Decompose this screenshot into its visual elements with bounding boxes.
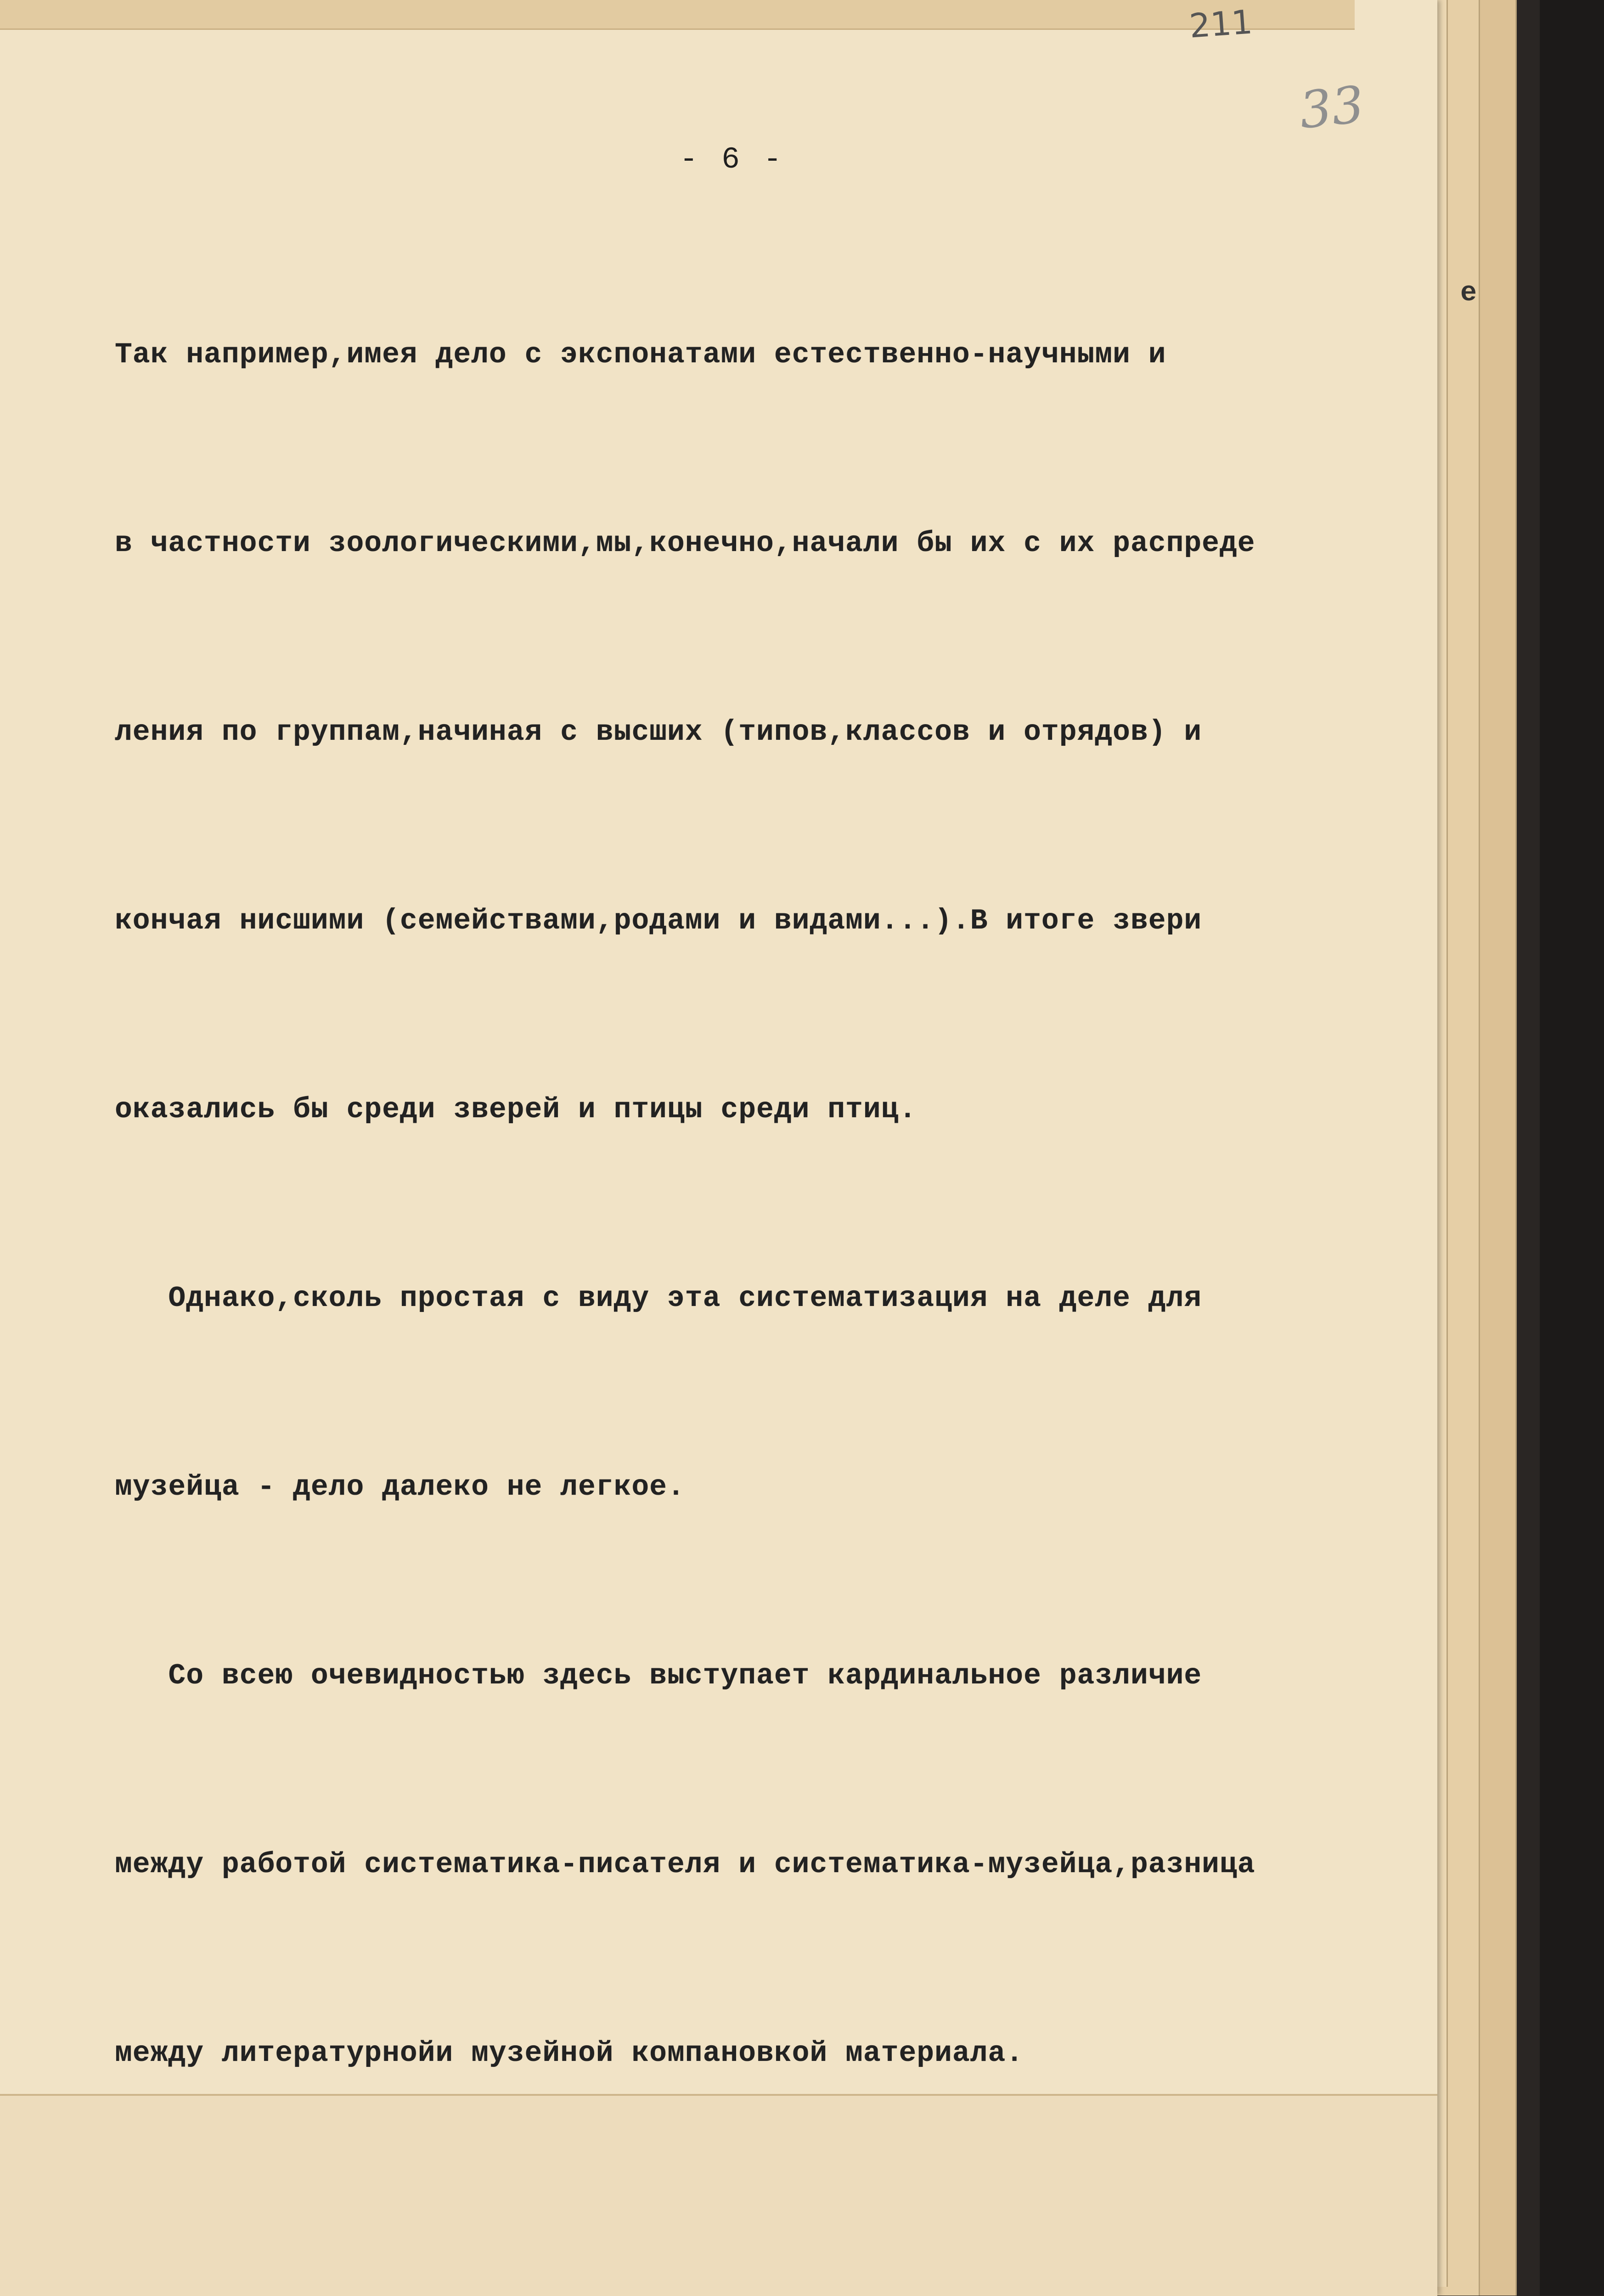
binding-edge bbox=[1540, 0, 1604, 2296]
top-paper-strip bbox=[0, 0, 1355, 30]
text-line: ления по группам,начиная с высших (типов,классов и отрядов) и bbox=[115, 716, 1202, 748]
text-line: в частности зоологическими,мы,конечно,начали бы их с их распреде bbox=[115, 527, 1255, 560]
text-line: Однако,сколь простая с виду эта систематизация на деле для bbox=[115, 1282, 1202, 1315]
folio-number-top: 211 bbox=[1188, 2, 1254, 45]
typewritten-text bbox=[115, 197, 1437, 2296]
text-line: оказались бы среди зверей и птицы среди птиц. bbox=[115, 1093, 917, 1126]
margin-character: е bbox=[1460, 278, 1477, 309]
text-line: Со всею очевидностью здесь выступает кардинальное различие bbox=[115, 1660, 1202, 1692]
folio-number-handwritten: 33 bbox=[1296, 75, 1367, 140]
bottom-paper-fold bbox=[0, 2094, 1437, 2296]
text-line: Так например,имея дело с экспонатами естественно-научными и bbox=[115, 338, 1166, 371]
page-number: - 6 - bbox=[680, 142, 785, 177]
text-line: между литературнойи музейной компановкой материала. bbox=[115, 2037, 1024, 2070]
text-line: между работой систематика-писателя и систематика-музейца,разница bbox=[115, 1848, 1255, 1881]
text-line: музейца - дело далеко не легкое. bbox=[115, 1471, 685, 1503]
text-line: кончая нисшими (семействами,родами и видами...).В итоге звери bbox=[115, 905, 1202, 937]
